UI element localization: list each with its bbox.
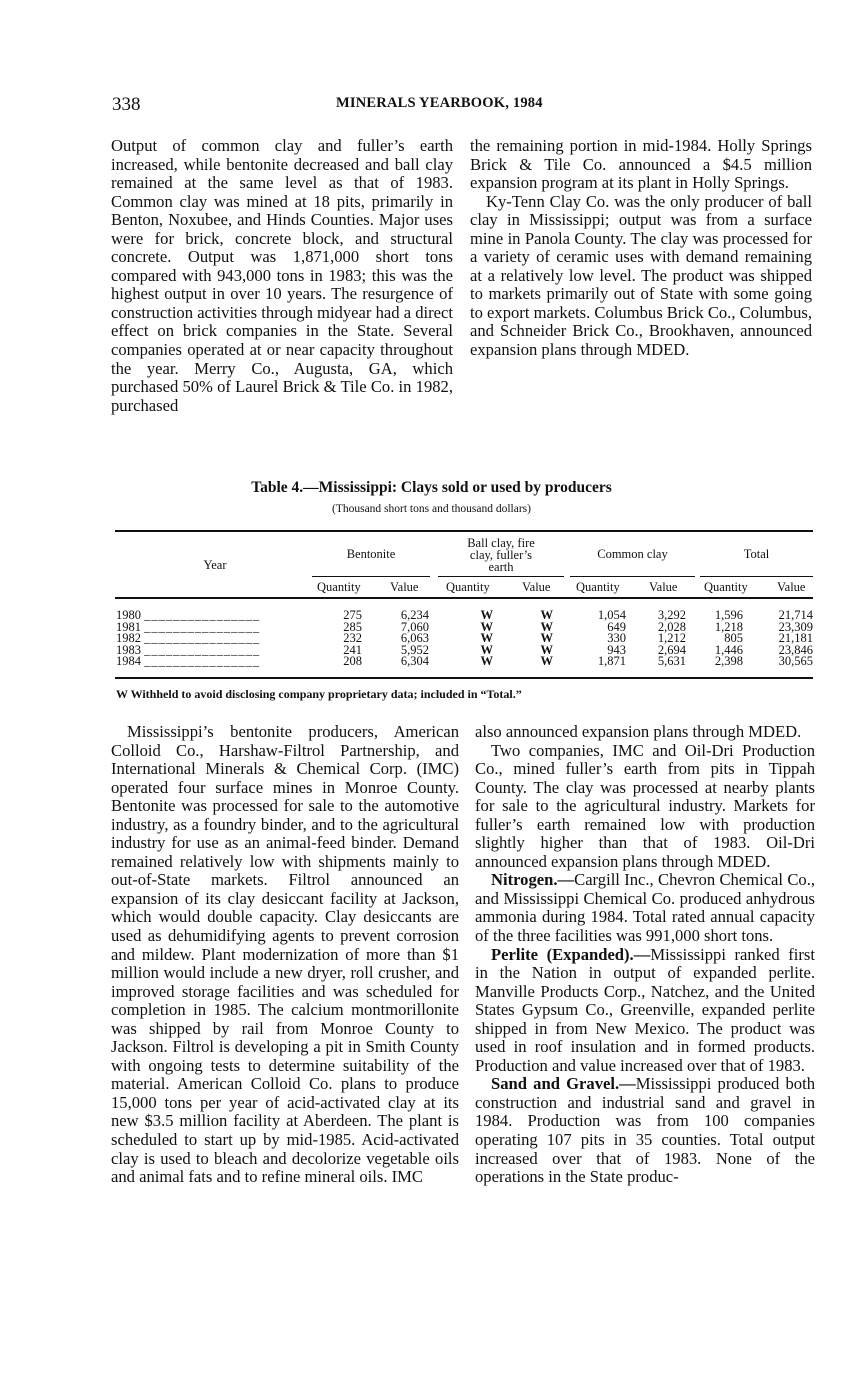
table-subtitle: (Thousand short tons and thousand dollars) [332,503,531,515]
sub-header: Quantity [317,580,361,594]
table-top-rule [115,530,813,532]
group-header-common-clay: Common clay [597,547,668,561]
group-header-bentonite: Bentonite [346,547,396,561]
col-ballclay-value: W W W W W [540,608,553,669]
col-total-value: 21,714 23,309 21,181 23,846 30,565 [778,608,813,669]
sub-header: Quantity [704,580,748,594]
header-line: clay, fuller’s [469,548,533,562]
section-heading-sand-gravel: Sand and Gravel.— [491,1074,636,1094]
group-rule-ball-clay [438,576,564,577]
group-rule-bentonite [312,576,430,577]
paragraph: Mississippi’s bentonite producers, American Colloid Co., Harshaw-Filtrol Partnership, and International Minerals & Chemical Corp. (IMC) operated four surface mines in Monroe County. Bentonite was processed for sale to the automotive industry, as a foundry binder, and to the agricultural industry for use as an animal-feed binder. Demand remained relatively low with shipments mainly to out-of-State markets. Filtrol announced an expansion of its clay desiccant facility at Jackson, which would double capacity. Clay desiccants are used as dehumidifying agents to prevent corrosion and mildew. Plant modernization of more than $1 million would include a new dryer, roll crusher, and improved storage facilities and was scheduled for completion in 1985. The calcium montmorillonite was shipped by rail from Monroe County to Jackson. Filtrol is developing a pit in Smith County with ongoing tests to determine suitability of the material. American Colloid Co. plans to produce 15,000 tons per year of acid-activated clay at its new $3.5 million facility at Aberdeen. The plant is scheduled to start up by mid-1985. Acid-activated clay is used to bleach and decolorize vegetable oils and animal fats and to refine mineral oils. IMC [111,722,459,1187]
table-row-year: 1981 ________________ [116,619,261,634]
paragraph-perlite: Perlite (Expanded).—Mississippi ranked first in the Nation in output of expanded perlite. Manville Products Corp., Natchez, and the United States Gypsum Co., Greenville, expanded perlite shipped in from New Mexico. The product was used in roof insulation and in formed products. Production and value increased over that of 1983. [475,944,815,1075]
col-ballclay-quantity: W W W W W [480,608,493,669]
running-head: MINERALS YEARBOOK, 1984 [336,95,543,111]
table-title: Table 4.—Mississippi: Clays sold or used by producers [251,479,612,496]
page-number: 338 [112,94,141,115]
sub-header: Value [390,580,419,594]
table-row-year: 1980 ________________ [116,608,261,622]
section-heading-nitrogen: Nitrogen.— [491,870,575,890]
col-commonclay-value: 3,292 2,028 1,212 2,694 5,631 [657,608,686,669]
group-rule-common-clay [570,576,695,577]
col-bentonite-quantity: 275 285 232 241 208 [343,608,362,669]
table-row-year: 1984 ________________ [116,654,261,669]
table-header-rule [115,597,813,599]
group-header-total: Total [743,547,770,561]
header-line: Ball clay, fire [467,536,535,550]
year-header: Year [203,558,227,572]
table-bottom-rule [115,677,813,679]
sub-header: Quantity [576,580,620,594]
bottom-right-column [475,723,815,1187]
sub-header: Value [522,580,551,594]
col-commonclay-quantity: 1,054 649 330 943 1,871 [597,608,626,669]
group-rule-total [700,576,813,577]
bottom-left-column [111,723,459,1187]
top-left-column [111,137,453,415]
paragraph: Output of common clay and fuller’s earth increased, while bentonite decreased and ball clay remained at the same level as that of 1983. Common clay was mined at 18 pits, primarily in Benton, Noxubee, and Hinds Counties. Major uses were for brick, concrete block, and structural concrete. Output was 1,871,000 short tons compared with 943,000 tons in 1983; this was the highest output in over 10 years. The resurgence of construction activities through midyear had a direct effect on brick companies in the State. Several companies operated at or near capacity throughout the year. Merry Co., Augusta, GA, which purchased 50% of Laurel Brick & Tile Co. in 1982, purchased [111,136,453,415]
table-row-year: 1982 ________________ [116,631,261,646]
sub-header: Value [649,580,678,594]
header-line: earth [488,560,514,574]
col-total-quantity: 1,596 1,218 805 1,446 2,398 [714,608,743,669]
top-right-column [470,137,812,360]
table-footnote: W Withheld to avoid disclosing company proprietary data; included in “Total.” [116,687,522,701]
paragraph: Two companies, IMC and Oil-Dri Production Co., mined fuller’s earth from pits in Tippah County. The clay was processed at nearby plants for sale to the agricultural industry. Markets for fuller’s earth remained low with production slightly higher than that of 1983. Oil-Dri announced expansion plans through MDED. [475,740,815,871]
paragraph-sand-gravel: Sand and Gravel.—Mississippi produced both construction and industrial sand and gravel in 1984. Production was from 100 companies operating 107 pits in 35 counties. Total output increased over that of 1983. None of the operations in the State produc- [475,1074,815,1187]
col-bentonite-value: 6,234 7,060 6,063 5,952 6,304 [400,608,429,669]
year-column [116,610,260,668]
table-row-year: 1983 ________________ [116,642,261,657]
paragraph: the remaining portion in mid-1984. Holly Springs Brick & Tile Co. announced a $4.5 million expansion program at its plant in Holly Springs. [470,136,812,193]
paragraph: also announced expansion plans through MDED. [475,722,802,741]
sub-header: Quantity [446,580,490,594]
section-heading-perlite: Perlite (Expanded).— [491,944,651,964]
paragraph-nitrogen: Nitrogen.—Cargill Inc., Chevron Chemical Co., and Mississippi Chemical Co. produced anhydrous ammonia during 1984. Total rated annual capacity of the three facilities was 991,000 short tons. [475,870,815,946]
group-header-ball-clay [438,537,564,573]
paragraph: Ky-Tenn Clay Co. was the only producer of ball clay in Mississippi; output was from a surface mine in Panola County. The clay was processed for a variety of ceramic uses with demand remaining at a relatively low level. The product was shipped to markets primarily out of State with some going to export markets. Columbus Brick Co., Columbus, and Schneider Brick Co., Brookhaven, announced expansion plans through MDED. [470,191,813,360]
sub-header: Value [777,580,806,594]
